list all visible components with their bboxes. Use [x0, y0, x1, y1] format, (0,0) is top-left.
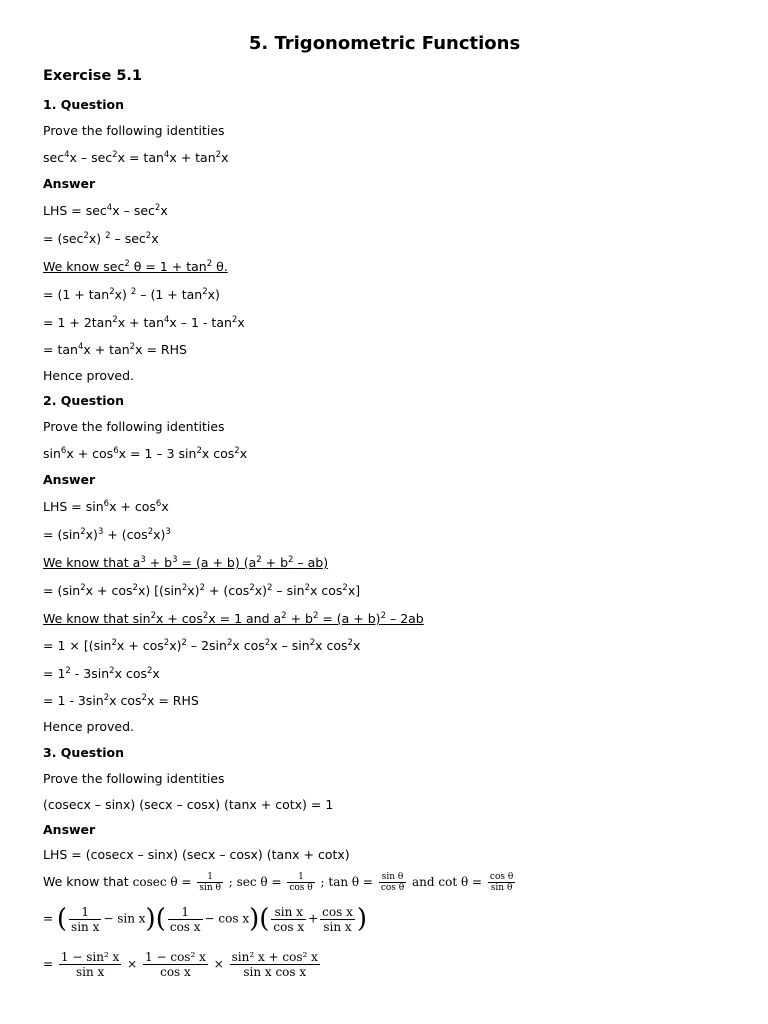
answer-note: We know that $a^3 + b^3 = (a + b) (a^2 + b^2 - ab)$	[43, 554, 329, 570]
exponent: 2	[281, 610, 287, 621]
exponent: 2	[380, 610, 386, 621]
fraction: $\frac{1}{\text{sin θ}}$	[199, 872, 221, 893]
exponent: 2	[132, 582, 138, 593]
exponent: 2	[312, 610, 319, 621]
exponent: 2	[196, 445, 202, 456]
exponent: 2	[80, 582, 86, 593]
question-identity: $\sec^4x - \sec^2x = \tan^4x + \tan^2x$	[43, 149, 229, 165]
exponent: 2	[111, 637, 117, 648]
fraction: $\frac{\text{1 − sin² x}}{\text{sin x}}$	[60, 950, 120, 979]
conclusion: Hence proved.	[43, 368, 134, 383]
exponent: 2	[83, 230, 89, 241]
exponent: 2	[231, 314, 238, 325]
math-step: = $\frac{\text{1 − sin² x}}{\text{sin x}}$ × $\frac{\text{1 − cos² x}}{\text{cos x}}$ × $\frac{\text{sin² x + cos² x}}{\text{sin x cos x}}$	[43, 950, 318, 979]
formula-math: cosec θ = $\frac{1}{\text{sin θ}}$ ; sec θ = $\frac{1}{\text{cos θ}}$ ; tan θ = $\frac{\text{sin θ}}{\text{cos θ}}$ and cot θ = $\frac{\text{cos θ}}{\text{sin θ}}$	[132, 872, 514, 893]
answer-step: LHS = $\sin^6x + \cos^6x$	[43, 498, 169, 514]
question-identity: $\sin^6x + \cos^6x = 1 - 3$ $\sin^2x$ $\cos^2x$	[43, 445, 248, 461]
fraction: $\frac{1}{\text{sin x}}$	[71, 904, 100, 934]
exponent: 2	[109, 665, 115, 676]
exponent: 2	[342, 582, 348, 593]
answer-label: Answer	[43, 472, 96, 487]
exponent: 4	[64, 149, 70, 160]
exponent: 2	[109, 286, 115, 297]
fraction: $\frac{1}{\text{cos x}}$	[169, 904, 201, 934]
exponent: 3	[165, 526, 171, 537]
fraction: $\frac{\text{cos x}}{\text{sin x}}$	[322, 904, 353, 934]
conclusion: Hence proved.	[43, 719, 134, 734]
exponent: 2	[150, 610, 156, 621]
exponent: 4	[106, 202, 113, 213]
answer-step: = $(\sec^2x)$ $^2 - \sec^2x$	[43, 230, 159, 246]
answer-step: = $1 + 2\tan^2x + \tan^4x - 1 - \tan^2x$	[43, 314, 245, 330]
exponent: 2	[145, 230, 152, 241]
exponent: 2	[129, 341, 136, 352]
exponent: 2	[105, 230, 111, 241]
exponent: 4	[163, 149, 170, 160]
exponent: 3	[172, 554, 178, 565]
math-step: = ( $\frac{1}{\text{sin x}}$ − sin x)( $\frac{1}{\text{cos x}}$ − cos x)( $\frac{\text{sin x}}{\text{cos x}}$ + $\frac{\text{cos x}}{\text{sin x}}$ )	[43, 904, 368, 934]
answer-step: = $(\sin^2x + \cos^2x) [(\sin^2x)^2 + (\cos^2x)^2 - \sin^2x$ $\cos^2x$]	[43, 582, 361, 598]
question-identity: (cosecx – sinx) (secx – cosx) (tanx + cotx) = 1	[43, 797, 334, 812]
exponent: 2	[80, 526, 86, 537]
exponent: 2	[234, 445, 240, 456]
exponent: 2	[141, 692, 147, 703]
fraction: $\frac{\text{sin θ}}{\text{cos θ}}$	[380, 872, 405, 893]
answer-step: = $(1 + \tan^2x)$ $^2 - (1 + \tan^2x)$	[43, 286, 220, 302]
exponent: 2	[163, 637, 170, 648]
exponent: 3	[140, 554, 146, 565]
exponent: 2	[146, 665, 153, 676]
exponent: 3	[97, 526, 104, 537]
exponent: 6	[60, 445, 67, 456]
exponent: 2	[304, 582, 310, 593]
exponent: 2	[215, 149, 222, 160]
exponent: 2	[347, 637, 353, 648]
page-title: 5. Trigonometric Functions	[248, 33, 521, 54]
exponent: 6	[155, 498, 162, 509]
answer-step: = $1 \times [(\sin^2x + \cos^2x)^2 - 2\sin^2x$ $\cos^2x - \sin^2x$ $\cos^2x$	[43, 637, 361, 653]
exponent: 2	[202, 610, 209, 621]
exponent: 2	[202, 286, 208, 297]
answer-label: Answer	[43, 822, 96, 837]
exponent: 2	[288, 554, 294, 565]
fraction: $\frac{1}{\text{cos θ}}$	[289, 872, 313, 893]
exercise-heading: Exercise 5.1	[43, 68, 143, 84]
exponent: 2	[309, 637, 316, 648]
exponent: 6	[113, 445, 119, 456]
exponent: 2	[154, 202, 161, 213]
question-prompt: Prove the following identities	[43, 123, 225, 138]
formula-line	[43, 872, 517, 893]
answer-step: = $1 - 3\sin^2x$ $\cos^2x$ = RHS	[43, 692, 199, 708]
exponent: 2	[267, 582, 273, 593]
exponent: 4	[77, 341, 84, 352]
exponent: 2	[103, 692, 110, 703]
formula-intro: We know that	[43, 874, 129, 889]
question-heading: 3. Question	[43, 745, 124, 760]
fraction: $\frac{\text{sin² x + cos² x}}{\text{sin x cos x}}$	[231, 950, 318, 979]
answer-step: LHS = (cosecx – sinx) (secx – cosx) (tanx + cotx)	[43, 847, 350, 862]
exponent: 2	[226, 637, 233, 648]
exponent: 2	[256, 554, 262, 565]
exponent: 4	[164, 314, 170, 325]
exponent: 2	[124, 258, 130, 269]
answer-step: LHS = $\sec^4x - \sec^2x$	[43, 202, 168, 218]
exponent: 2	[206, 258, 213, 269]
exponent: 2	[112, 314, 118, 325]
question-heading: 1. Question	[43, 97, 124, 112]
fraction: $\frac{\text{1 − cos² x}}{\text{cos x}}$	[145, 950, 206, 979]
question-prompt: Prove the following identities	[43, 771, 225, 786]
exponent: 2	[264, 637, 271, 648]
answer-step: = $1^2 - 3\sin^2x$ $\cos^2x$	[43, 665, 160, 681]
fraction: $\frac{\text{sin x}}{\text{cos x}}$	[273, 904, 305, 934]
exponent: 6	[103, 498, 110, 509]
exponent: 2	[181, 637, 187, 648]
fraction: $\frac{\text{cos θ}}{\text{sin θ}}$	[489, 872, 514, 893]
answer-step: = $\tan^4x + \tan^2x$ = RHS	[43, 341, 187, 357]
exponent: 2	[249, 582, 255, 593]
answer-note: We know that $\sin^2x + \cos^2x = 1$ and $a^2 + b^2 = (a + b)^2 - 2ab$	[43, 610, 424, 626]
answer-step: = $(\sin^2x)^3 + (\cos^2x)^3$	[43, 526, 171, 542]
question-heading: 2. Question	[43, 393, 124, 408]
exponent: 2	[181, 582, 188, 593]
exponent: 2	[65, 665, 71, 676]
exponent: 2	[147, 526, 154, 537]
exponent: 2	[130, 286, 137, 297]
question-prompt: Prove the following identities	[43, 419, 225, 434]
answer-note: We know $\sec^2 \theta = 1 + \tan^2 \theta$.	[43, 258, 228, 274]
answer-label: Answer	[43, 176, 96, 191]
exponent: 2	[112, 149, 118, 160]
exponent: 2	[199, 582, 205, 593]
